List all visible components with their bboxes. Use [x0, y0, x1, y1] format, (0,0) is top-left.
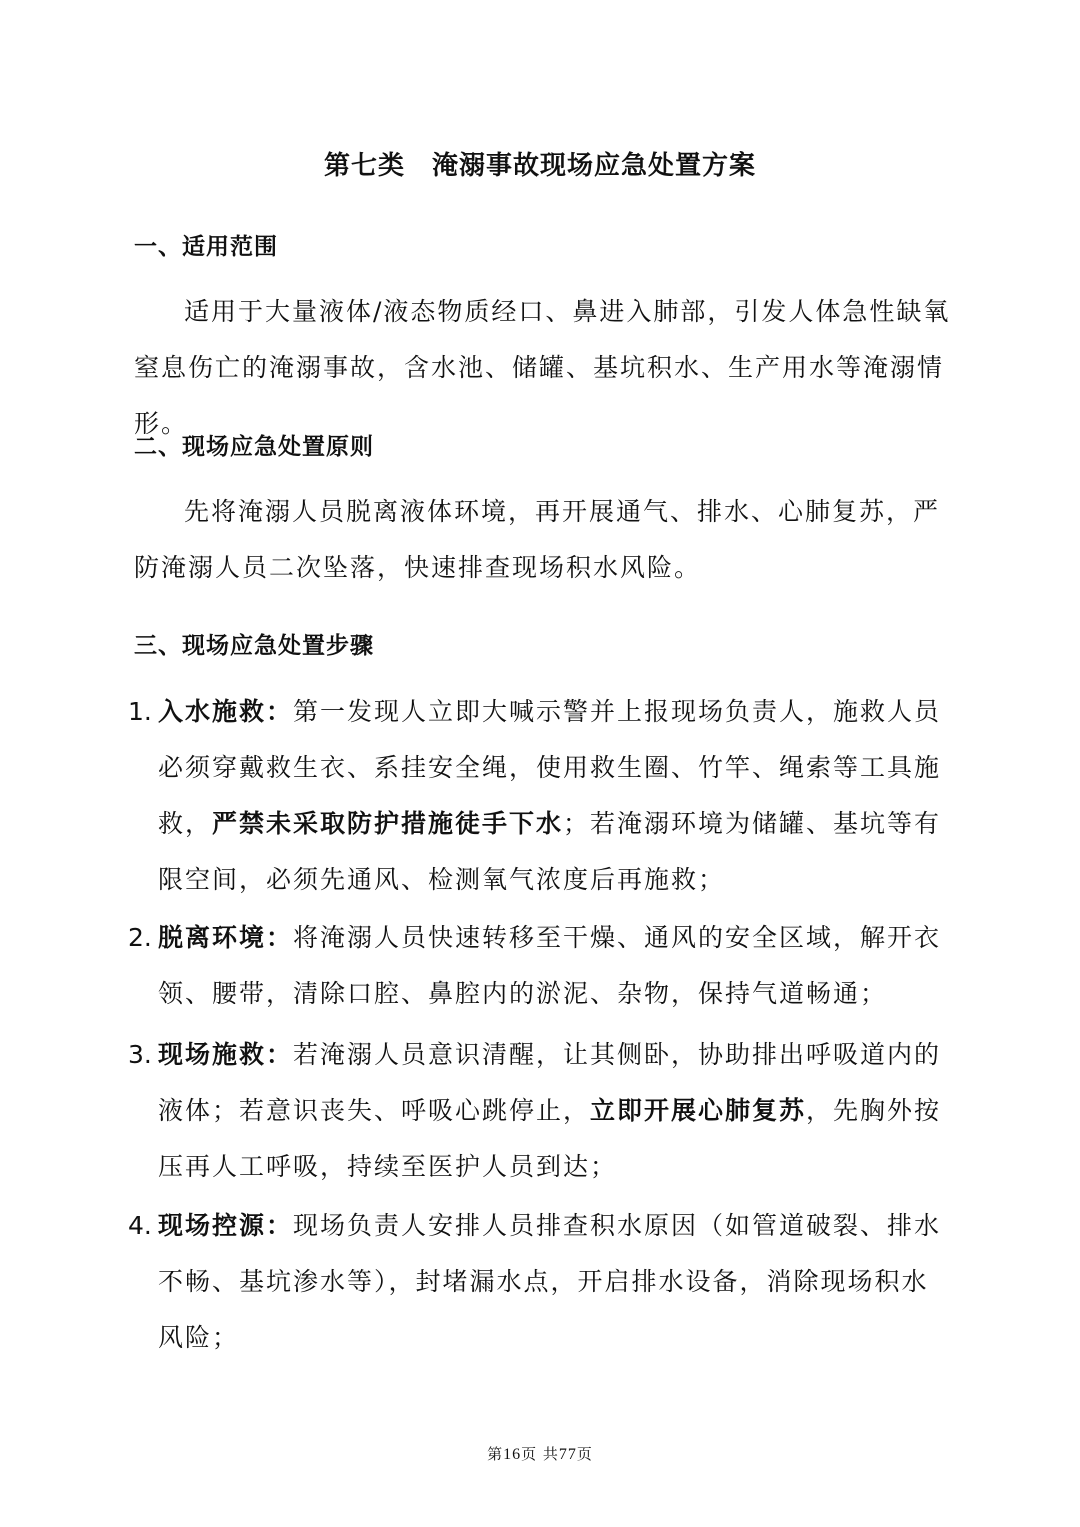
step-item: [128, 684, 954, 908]
step-item: [128, 910, 954, 1022]
footer-suffix: 页: [576, 1445, 593, 1463]
step-body: [128, 684, 954, 908]
section-heading-steps: 三、现场应急处置步骤: [134, 632, 374, 659]
step-number: 4.: [128, 1211, 152, 1240]
section-heading-scope: 一、适用范围: [134, 233, 278, 260]
step-label: 入水施救：: [158, 697, 294, 726]
current-page-number: 16: [503, 1446, 522, 1463]
step-item: [128, 1027, 954, 1195]
step-label: 现场控源：: [158, 1211, 294, 1240]
step-emphasis: 立即开展心肺复苏: [590, 1096, 807, 1125]
step-text-continued: ；若淹溺环境为储罐、基坑等有限空间，必须先通风、检测氧气浓度后再施救；: [158, 809, 942, 894]
step-number: 1.: [128, 697, 152, 726]
step-emphasis: 严禁未采取防护措施徒手下水: [212, 809, 564, 838]
footer-middle: 页 共: [521, 1445, 559, 1463]
step-item: [128, 1198, 954, 1366]
document-title: 第七类 淹溺事故现场应急处置方案: [323, 151, 756, 181]
step-body: [128, 910, 954, 1022]
step-label: 现场施救：: [158, 1040, 294, 1069]
step-label: 脱离环境：: [158, 923, 294, 952]
total-page-count: 77: [558, 1446, 577, 1463]
step-body: [128, 1198, 954, 1366]
step-number: 2.: [128, 923, 152, 952]
step-text-continued: ，先胸外按压再人工呼吸，持续至医护人员到达；: [158, 1096, 942, 1181]
step-text: 第一发现人立即大喊示警并上报现场负责人，施救人员必须穿戴救生衣、系挂安全绳，使用救生圈、竹竿、绳索等工具施救，: [158, 697, 942, 838]
step-text: 若淹溺人员意识清醒，让其侧卧，协助排出呼吸道内的液体；若意识丧失、呼吸心跳停止，: [158, 1040, 942, 1125]
step-text: 将淹溺人员快速转移至干燥、通风的安全区域，解开衣领、腰带，清除口腔、鼻腔内的淤泥、杂物，保持气道畅通；: [158, 923, 942, 1008]
step-body: [128, 1027, 954, 1195]
footer-prefix: 第: [487, 1445, 504, 1463]
step-text: 现场负责人安排人员排查积水原因（如管道破裂、排水不畅、基坑渗水等），封堵漏水点，开启排水设备，消除现场积水风险；: [158, 1211, 942, 1352]
section-heading-principles: 二、现场应急处置原则: [134, 433, 374, 460]
section-paragraph-principles: 先将淹溺人员脱离液体环境，再开展通气、排水、心肺复苏，严防淹溺人员二次坠落，快速排查现场积水风险。: [134, 497, 941, 582]
section-paragraph-scope: 适用于大量液体/液态物质经口、鼻进入肺部，引发人体急性缺氧窒息伤亡的淹溺事故，含水池、储罐、基坑积水、生产用水等淹溺情形。: [134, 297, 951, 438]
page-footer: [0, 1443, 1080, 1466]
step-number: 3.: [128, 1040, 152, 1069]
